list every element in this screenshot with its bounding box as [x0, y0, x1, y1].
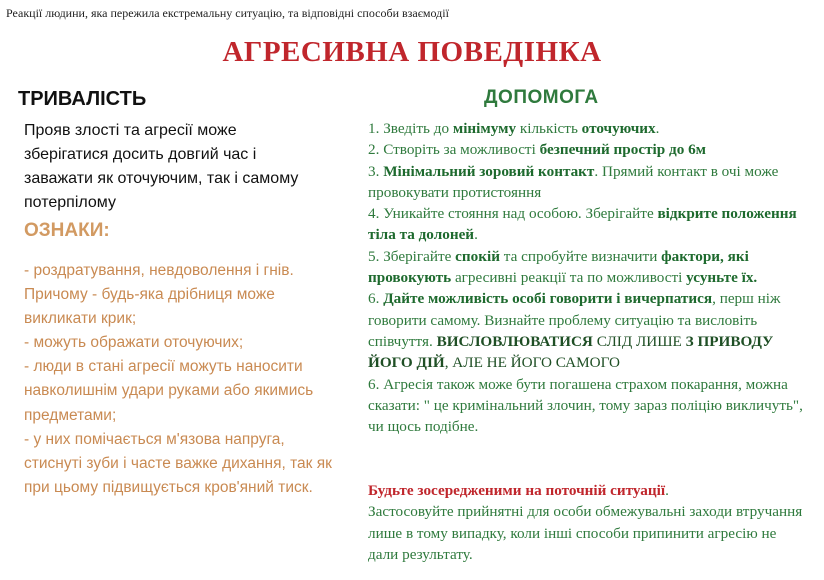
help-item-text: . [474, 226, 478, 244]
help-item-text: 1. Зведіть до [368, 120, 453, 137]
help-item-text: 2. Створіть за можливості [368, 141, 540, 159]
signs-heading: ОЗНАКИ: [24, 220, 110, 241]
help-item-emphasis: спокій [455, 247, 500, 265]
help-item-emphasis: безпечний простір до 6м [539, 141, 707, 159]
help-item-emphasis: усуньте їх. [686, 269, 758, 287]
sign-item: - роздратування, невдоволення і гнів. Причому - будь-яка дрібниця може викликати крик; [24, 262, 294, 328]
focus-title-dot: . [665, 482, 669, 499]
focus-text: Застосовуйте прийнятні для особи обмежувальні заходи втручання лише в тому випадку, коли інші способи припинити агресію не дали результату. [368, 503, 803, 563]
focus-block [368, 480, 808, 565]
help-item-3 [368, 161, 808, 204]
help-item-emphasis: оточуючих [581, 120, 656, 137]
duration-heading: ТРИВАЛІСТЬ [18, 88, 147, 110]
help-item-4 [368, 203, 808, 246]
help-item-text: . Прямий контакт в очі може провокувати протистояння [368, 162, 779, 201]
help-heading: ДОПОМОГА [484, 87, 599, 108]
duration-text: Прояв злості та агресії може зберігатися досить довгий час і заважати як оточуючим, так і самому потерпілому [24, 122, 299, 211]
help-item-text: . [655, 120, 660, 137]
help-item-2 [368, 139, 808, 160]
help-item-text: агресивні реакції та по можливості [451, 269, 687, 287]
help-item-emphasis: Мінімальний зоровий контакт [383, 162, 595, 180]
help-item-emphasis: Дайте можливість особі говорити і вичерпатися [383, 290, 713, 308]
left-column [0, 0, 350, 580]
help-item-6 [368, 288, 808, 373]
signs-list [24, 259, 342, 500]
focus-title-line [368, 480, 808, 501]
help-item-text: кількість [516, 120, 582, 137]
help-item-text: 3. [368, 162, 384, 180]
help-item-text: , перш ніж говорити самому. Визнайте проблему ситуацію та висловіть співчуття. [368, 290, 781, 350]
header-caption: Реакції людини, яка пережила екстремальну ситуацію, та відповідні способи взаємодії [6, 6, 449, 20]
help-item-7: 6. Агресія також може бути погашена страхом покарання, можна сказати: " це кримінальний злочин, тому зараз поліцію викличуть", чи щось подібне. [368, 375, 803, 436]
sign-item: - у них помічається м'язова напруга, стиснуті зуби і часте важке дихання, так як при цьому підвищується кров'яний тиск. [24, 430, 332, 496]
sign-item: - люди в стані агресії можуть наносити навколишнім удари руками або якимись предметами; [24, 358, 314, 424]
help-item-text: 5. Зберігайте [368, 247, 456, 265]
help-item-text: 6. [368, 290, 384, 308]
help-item-emphasis: мінімуму [452, 120, 517, 137]
help-item-emphasis: З ПРИВОДУ ЙОГО ДІЙ [368, 332, 774, 372]
help-item-5 [368, 246, 808, 289]
help-item-emphasis: ВИСЛОВЛЮВАТИСЯ [436, 332, 593, 350]
help-item-emphasis: фактори, які провокують [368, 247, 749, 287]
help-item-text: , АЛЕ НЕ ЙОГО САМОГО [444, 354, 620, 372]
help-item-1 [368, 118, 808, 139]
help-list [368, 118, 808, 437]
focus-title: Будьте зосередженими на поточній ситуації [368, 482, 666, 499]
help-item-text: та спробуйте визначити [499, 247, 662, 265]
help-item-emphasis: відкрите положення тіла та долоней [368, 205, 797, 244]
help-item-text: 4. Уникайте стояння над особою. Зберігайте [368, 205, 658, 223]
page-title: АГРЕСИВНА ПОВЕДІНКА [222, 36, 602, 68]
sign-item: - можуть ображати оточуючих; [24, 334, 244, 352]
help-item-text: СЛІД ЛИШЕ [592, 332, 686, 350]
